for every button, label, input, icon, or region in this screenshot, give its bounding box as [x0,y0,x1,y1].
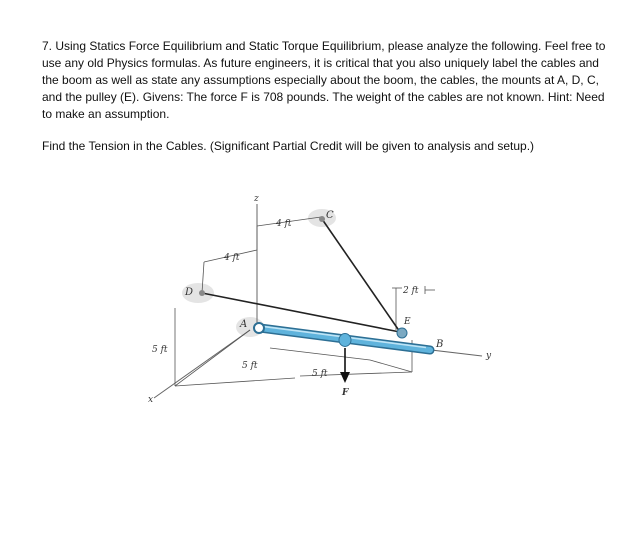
pulley-e [397,328,407,338]
dim-top-offset: 4 ft [276,219,292,229]
dim-boom-first: 5 ft [242,361,258,371]
statics-diagram [140,190,510,420]
label-x: x [148,395,154,405]
dim-height: 5 ft [152,345,168,355]
label-d: D [185,287,194,298]
problem-text [42,38,612,155]
label-f: F [342,388,349,398]
force-f-arrowhead [340,372,350,383]
mount-c [319,216,325,222]
dimension-lines [175,217,435,386]
dim-pulley-offset: 2 ft [403,286,419,296]
label-e: E [404,317,411,327]
mount-a [254,323,264,333]
problem-statement: 7. Using Statics Force Equilibrium and Static Torque Equilibrium, please analyze the following. Feel free to use any old Physics formulas. As future engineers, it is critical that you also uniquely label the cables and the boom as well as state any assumptions especially about the boom, the cables, the mounts at A, D, C, and the pulley (E). Givens: The force F is 708 pounds. The weight of the cables are not known. Hint: Need to make an assumption. [42,39,606,121]
mount-d [199,290,205,296]
label-b: B [436,339,444,350]
x-axis [154,330,250,398]
cable-dc [202,293,400,332]
label-z: z [254,194,259,204]
dim-boom-second: 5 ft [312,369,328,379]
cable-ce [322,219,400,332]
label-c: C [326,210,334,221]
label-a: A [240,319,248,330]
problem-task: Find the Tension in the Cables. (Significant Partial Credit will be given to analysis and setup.) [42,139,535,153]
dim-d-offset: 4 ft [224,253,240,263]
collar [339,334,351,347]
label-y: y [486,351,492,361]
